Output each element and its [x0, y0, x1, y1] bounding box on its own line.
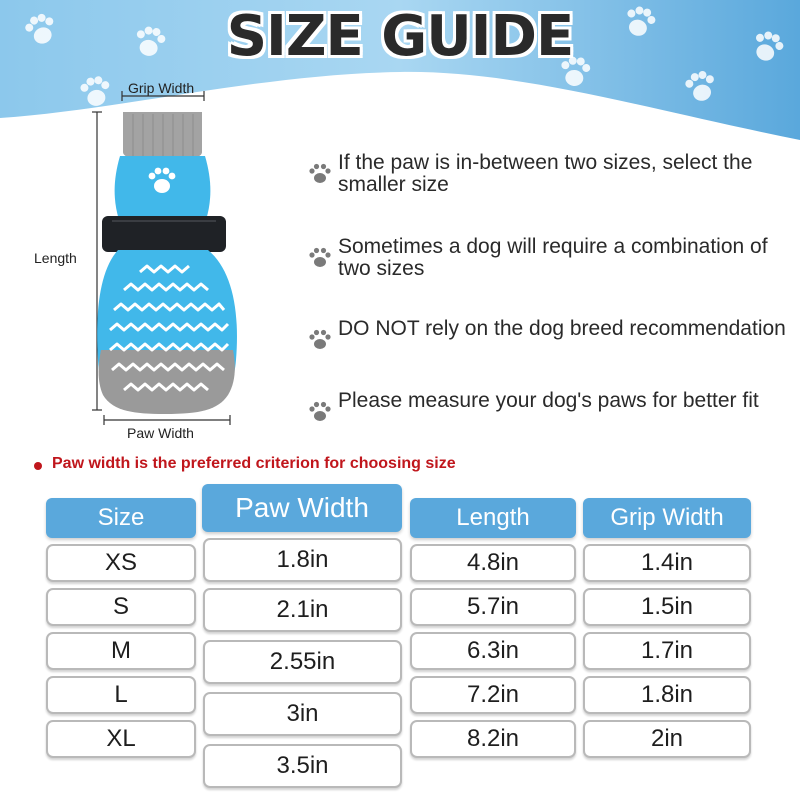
table-cell-size: L: [46, 676, 196, 714]
paw-print-icon: [306, 398, 334, 426]
table-cell-paw-width: 2.1in: [203, 588, 402, 632]
tip-text: DO NOT rely on the dog breed recommendation: [338, 317, 786, 340]
table-cell-grip-width: 1.4in: [583, 544, 751, 582]
tip-text: Sometimes a dog will require a combination of two sizes: [338, 235, 768, 280]
table-cell-size: XL: [46, 720, 196, 758]
grip-width-label: Grip Width: [128, 80, 195, 96]
sock-illustration: [0, 70, 300, 450]
tip-text: If the paw is in-between two sizes, select the smaller size: [338, 151, 753, 196]
table-cell-length: 7.2in: [410, 676, 576, 714]
paw-print-icon: [306, 160, 334, 188]
page-title: SIZE GUIDE: [226, 4, 574, 69]
table-header-length: Length: [410, 498, 576, 538]
table-header-grip-width: Grip Width: [583, 498, 751, 538]
table-header-size: Size: [46, 498, 196, 538]
table-cell-grip-width: 1.5in: [583, 588, 751, 626]
paw-print-icon: [306, 326, 334, 354]
table-cell-paw-width: 3.5in: [203, 744, 402, 788]
table-cell-size: S: [46, 588, 196, 626]
table-cell-length: 6.3in: [410, 632, 576, 670]
table-cell-size: M: [46, 632, 196, 670]
table-cell-length: 5.7in: [410, 588, 576, 626]
table-cell-paw-width: 2.55in: [203, 640, 402, 684]
table-cell-grip-width: 2in: [583, 720, 751, 758]
paw-print-icon: [306, 244, 334, 272]
table-cell-grip-width: 1.7in: [583, 632, 751, 670]
table-header-paw-width: Paw Width: [202, 484, 402, 532]
table-cell-length: 4.8in: [410, 544, 576, 582]
note-text: Paw width is the preferred criterion for choosing size: [52, 455, 456, 472]
sock-diagram: [0, 70, 300, 450]
length-label: Length: [34, 250, 77, 266]
bullet-dot-icon: [34, 462, 42, 470]
table-cell-length: 8.2in: [410, 720, 576, 758]
table-cell-paw-width: 3in: [203, 692, 402, 736]
table-cell-grip-width: 1.8in: [583, 676, 751, 714]
tip-text: Please measure your dog's paws for better fit: [338, 389, 759, 412]
paw-width-label: Paw Width: [127, 425, 194, 441]
table-cell-size: XS: [46, 544, 196, 582]
table-cell-paw-width: 1.8in: [203, 538, 402, 582]
